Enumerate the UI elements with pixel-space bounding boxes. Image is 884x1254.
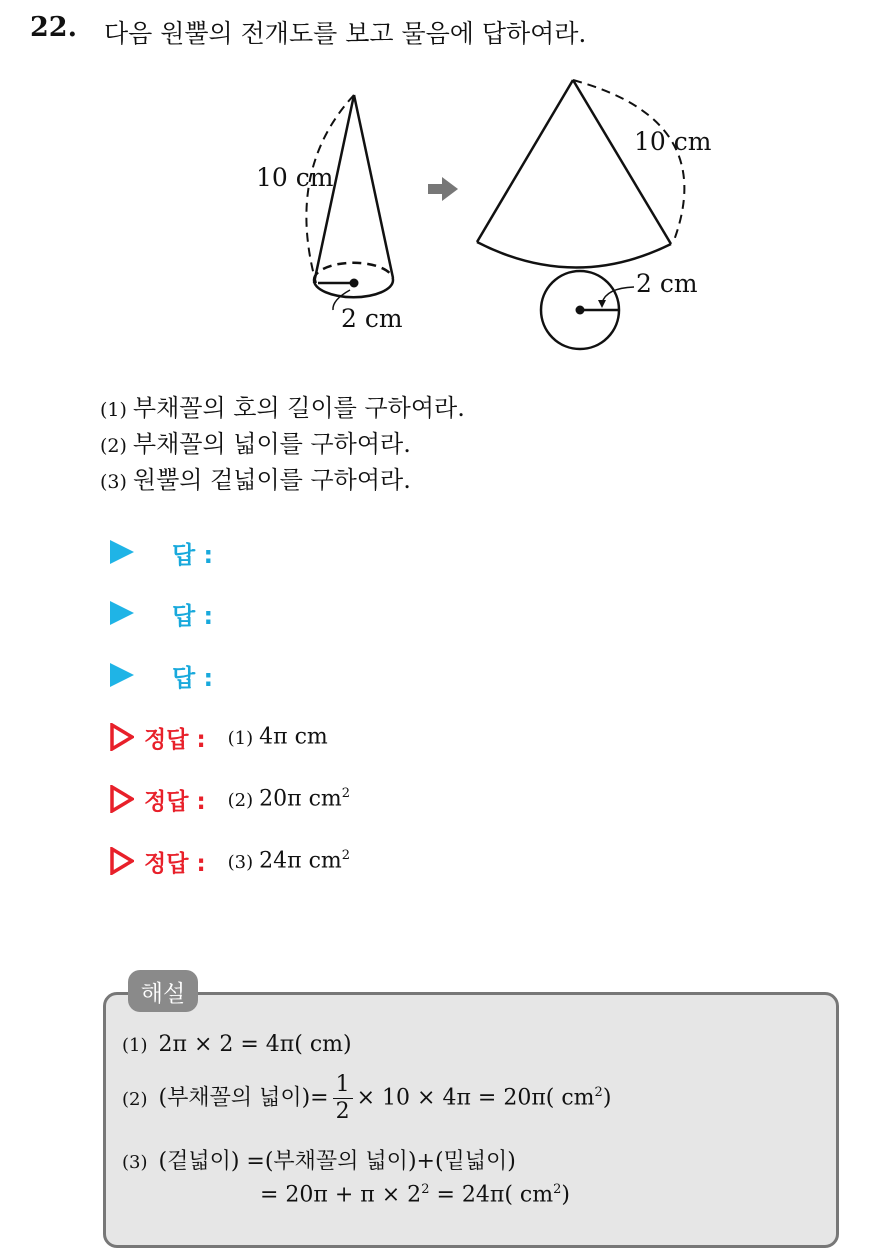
- correct-answer-value: (2) 20π $cm^2$: [227, 786, 351, 812]
- correct-answer-2: [110, 781, 350, 817]
- outline-triangle-icon: [110, 785, 134, 813]
- answer-label: 답 :: [172, 540, 214, 569]
- correct-answer-label: 정답 :: [144, 850, 206, 877]
- solution-line-3: (3) (겉넓이) =(부채꼴의 넓이)+(밑넓이): [122, 1149, 516, 1174]
- answer-blank-1[interactable]: [110, 534, 213, 570]
- correct-answer-label: 정답 :: [144, 788, 206, 815]
- subquestion-text: 부채꼴의 호의 길이를 구하여라.: [132, 394, 465, 422]
- play-triangle-icon: [110, 601, 134, 625]
- subquestion-text: 부채꼴의 넓이를 구하여라.: [132, 430, 411, 458]
- net-radius-label: 2 cm: [636, 269, 698, 298]
- correct-answer-label: 정답 :: [144, 726, 206, 753]
- solution-line-2: (2) (부채꼴의 넓이)= $\frac{1}{2}$ × 10 × 4π = 20π( $cm^2$): [122, 1072, 612, 1124]
- solution-line-1: (1) 2π × 2 = 4π( cm): [122, 1032, 352, 1057]
- answer-blank-2[interactable]: [110, 595, 213, 631]
- fraction: $\frac{1}{2}$: [333, 1072, 353, 1125]
- outline-triangle-icon: [110, 723, 134, 751]
- base-circle-drawing: [541, 271, 634, 349]
- correct-answer-1: [110, 719, 328, 755]
- cone-figure: [0, 0, 884, 380]
- play-triangle-icon: [110, 540, 134, 564]
- subquestion-1: [100, 388, 465, 423]
- subquestion-text: 원뿔의 겉넓이를 구하여라.: [132, 466, 411, 494]
- outline-triangle-icon: [110, 847, 134, 875]
- question-text: 다음 원뿔의 전개도를 보고 물음에 답하여라.: [104, 19, 587, 48]
- right-arrow-icon: [428, 177, 458, 201]
- play-triangle-icon: [110, 663, 134, 687]
- cone-radius-label: 2 cm: [341, 304, 403, 333]
- cone-drawing: [306, 95, 393, 310]
- sector-drawing: [477, 80, 684, 268]
- cone-slant-label: 10 cm: [256, 163, 334, 192]
- question-number: 22.: [30, 12, 77, 43]
- correct-answer-3: [110, 843, 350, 879]
- answer-label: 답 :: [172, 663, 214, 692]
- subquestion-3: [100, 460, 411, 495]
- solution-tag: 해설: [128, 970, 198, 1012]
- subquestion-number: (1): [100, 399, 127, 421]
- subquestion-2: [100, 424, 411, 459]
- subquestion-number: (2): [100, 435, 127, 457]
- solution-line-4: = $20\pi + \pi \times 2^2 = 24\pi$( $cm^2$): [260, 1182, 570, 1208]
- correct-answer-value: (3) 24π $cm^2$: [227, 848, 351, 874]
- answer-blank-3[interactable]: [110, 657, 213, 693]
- correct-answer-value: (1) 4π cm: [227, 724, 328, 750]
- answer-label: 답 :: [172, 601, 214, 630]
- subquestion-number: (3): [100, 471, 127, 493]
- net-slant-label: 10 cm: [634, 127, 712, 156]
